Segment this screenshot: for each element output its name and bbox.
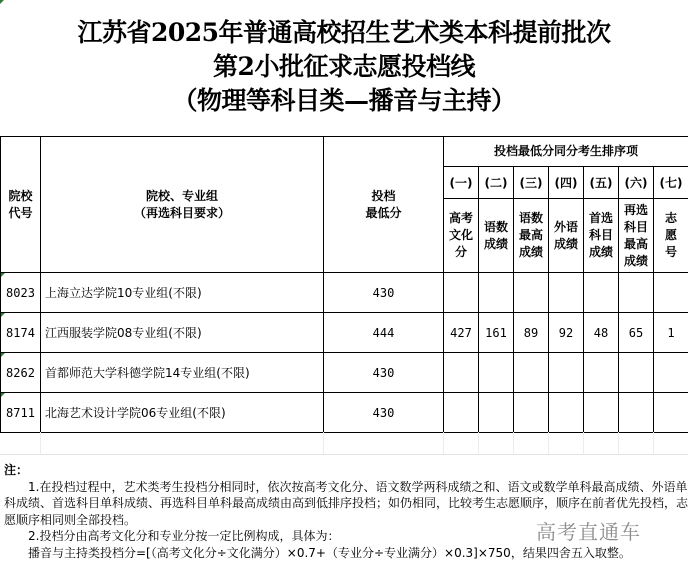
tiebreak-2 bbox=[479, 353, 514, 393]
school-code: 8174 bbox=[6, 325, 35, 340]
label-line: 首选 bbox=[588, 211, 613, 225]
school-code-cell bbox=[1, 313, 41, 353]
school-group-name: 上海立达学院10专业组(不限) bbox=[41, 273, 324, 313]
label-line: 分 bbox=[454, 245, 467, 259]
tiebreak-index-4: (四) bbox=[549, 167, 584, 199]
title-line-3: （物理等科目类—播音与主持） bbox=[172, 86, 516, 115]
tiebreak-1 bbox=[444, 273, 479, 313]
header-school-group bbox=[41, 137, 324, 273]
header-school-code-line1: 院校 bbox=[8, 188, 33, 203]
min-score: 430 bbox=[324, 273, 444, 313]
tiebreak-1 bbox=[444, 353, 479, 393]
label-line: 志 bbox=[665, 211, 678, 225]
title-line-2: 第2小批征求志愿投档线 bbox=[213, 52, 475, 81]
label-line: 成绩 bbox=[553, 236, 578, 251]
tiebreak-3: 89 bbox=[514, 313, 549, 353]
tiebreak-4 bbox=[549, 353, 584, 393]
label-line: 最高 bbox=[623, 236, 648, 251]
tiebreak-7 bbox=[654, 353, 688, 393]
min-score: 430 bbox=[324, 393, 444, 433]
tiebreak-index-5: (五) bbox=[584, 167, 619, 199]
tiebreak-index-2: (二) bbox=[479, 167, 514, 199]
tiebreak-3 bbox=[514, 393, 549, 433]
school-group-name: 北海艺术设计学院06专业组(不限) bbox=[41, 393, 324, 433]
tiebreak-label-culture-score bbox=[444, 199, 479, 273]
tiebreak-5: 48 bbox=[584, 313, 619, 353]
tiebreak-index-3: (三) bbox=[514, 167, 549, 199]
label-line: 高考 bbox=[448, 211, 473, 225]
label-line: 科目 bbox=[588, 228, 613, 242]
label-line: 再选 bbox=[623, 202, 648, 217]
table-row bbox=[1, 273, 688, 313]
tiebreak-7: 1 bbox=[654, 313, 688, 353]
label-line: 成绩 bbox=[623, 253, 648, 268]
cell-marker bbox=[0, 0, 4, 4]
header-school-group-line1: 院校、专业组 bbox=[145, 188, 218, 203]
tiebreak-label-reselect-subject-max bbox=[619, 199, 654, 273]
min-score: 430 bbox=[324, 353, 444, 393]
label-line: 科目 bbox=[623, 219, 648, 234]
tiebreak-2: 161 bbox=[479, 313, 514, 353]
gridline bbox=[40, 432, 41, 454]
watermark: 高考直通车 bbox=[536, 520, 641, 544]
tiebreak-5 bbox=[584, 393, 619, 433]
header-min-score-line1: 投档 bbox=[371, 188, 396, 203]
school-code: 8023 bbox=[6, 285, 35, 300]
tiebreak-6 bbox=[619, 393, 654, 433]
cell-marker bbox=[1, 273, 5, 277]
label-line: 号 bbox=[665, 245, 678, 259]
tiebreak-7 bbox=[654, 273, 688, 313]
gridline bbox=[443, 432, 444, 454]
table-row bbox=[1, 393, 688, 433]
table-row bbox=[1, 353, 688, 393]
note-2: 2.投档分由高考文化分和专业分按一定比例构成，具体为： bbox=[28, 529, 340, 543]
notes-label: 注： bbox=[4, 463, 29, 477]
header-school-group-line2: （再选科目要求） bbox=[133, 205, 230, 220]
school-code-cell bbox=[1, 353, 41, 393]
school-code: 8262 bbox=[6, 365, 35, 380]
header-school-code bbox=[1, 137, 41, 273]
tiebreak-index-6: (六) bbox=[619, 167, 654, 199]
tiebreak-label-chinese-math bbox=[479, 199, 514, 273]
tiebreak-2 bbox=[479, 273, 514, 313]
label-line: 外语 bbox=[553, 219, 578, 234]
tiebreak-1 bbox=[444, 393, 479, 433]
admission-score-table bbox=[0, 136, 688, 433]
label-line: 语数 bbox=[483, 219, 508, 234]
title-line-1: 江苏省2025年普通高校招生艺术类本科提前批次 bbox=[77, 18, 611, 47]
label-line: 文化 bbox=[448, 228, 473, 242]
school-code-cell bbox=[1, 273, 41, 313]
tiebreak-3 bbox=[514, 273, 549, 313]
notes-section bbox=[4, 462, 688, 561]
tiebreak-4 bbox=[549, 393, 584, 433]
label-line: 成绩 bbox=[518, 245, 543, 259]
tiebreak-2 bbox=[479, 393, 514, 433]
tiebreak-label-foreign-language bbox=[549, 199, 584, 273]
tiebreak-6: 65 bbox=[619, 313, 654, 353]
cell-marker bbox=[1, 313, 5, 317]
school-code: 8711 bbox=[6, 405, 35, 420]
gridline bbox=[653, 432, 654, 454]
tiebreak-label-preference-number bbox=[654, 199, 688, 273]
header-min-score-line2: 最低分 bbox=[365, 205, 402, 220]
label-line: 愿 bbox=[665, 228, 678, 242]
label-line: 最高 bbox=[518, 228, 543, 242]
gridline bbox=[478, 432, 479, 454]
tiebreak-7 bbox=[654, 393, 688, 433]
note-1: 1.在投档过程中，艺术类考生投档分相同时，依次按高考文化分、语文数学两科成绩之和、语文或数学单科最高成绩、外语单科成绩、首选科目单科成绩、再选科目单科最高成绩由高到低排序投档；如仍相同，比较考生志愿顺序，顺序在前者优先投档，志愿顺序相同则全部投档。 bbox=[4, 479, 688, 527]
tiebreak-1: 427 bbox=[444, 313, 479, 353]
spreadsheet-gridlines bbox=[0, 432, 688, 455]
header-min-score bbox=[324, 137, 444, 273]
cell-marker bbox=[1, 393, 5, 397]
tiebreak-label-chinese-math-max bbox=[514, 199, 549, 273]
note-formula: 播音与主持类投档分=[（高考文化分÷文化满分）×0.7+（专业分÷专业满分）×0.3]×750，结果四舍五入取整。 bbox=[28, 545, 631, 560]
gridline bbox=[618, 432, 619, 454]
label-line: 语数 bbox=[518, 211, 543, 225]
tiebreak-5 bbox=[584, 353, 619, 393]
gridline bbox=[548, 432, 549, 454]
tiebreak-6 bbox=[619, 273, 654, 313]
min-score: 444 bbox=[324, 313, 444, 353]
header-tiebreak-title: 投档最低分同分考生排序项 bbox=[444, 137, 688, 167]
header-school-code-line2: 代号 bbox=[8, 205, 33, 220]
tiebreak-4 bbox=[549, 273, 584, 313]
tiebreak-6 bbox=[619, 353, 654, 393]
school-code-cell bbox=[1, 393, 41, 433]
table-row bbox=[1, 313, 688, 353]
gridline bbox=[323, 432, 324, 454]
tiebreak-label-first-subject bbox=[584, 199, 619, 273]
school-group-name: 首都师范大学科德学院14专业组(不限) bbox=[41, 353, 324, 393]
tiebreak-4: 92 bbox=[549, 313, 584, 353]
tiebreak-5 bbox=[584, 273, 619, 313]
tiebreak-3 bbox=[514, 353, 549, 393]
cell-marker bbox=[1, 353, 5, 357]
tiebreak-index-7: (七) bbox=[654, 167, 688, 199]
gridline bbox=[583, 432, 584, 454]
gridline bbox=[513, 432, 514, 454]
label-line: 成绩 bbox=[588, 245, 613, 259]
document-title bbox=[0, 8, 688, 118]
school-group-name: 江西服装学院08专业组(不限) bbox=[41, 313, 324, 353]
tiebreak-index-1: (一) bbox=[444, 167, 479, 199]
label-line: 成绩 bbox=[483, 236, 508, 251]
